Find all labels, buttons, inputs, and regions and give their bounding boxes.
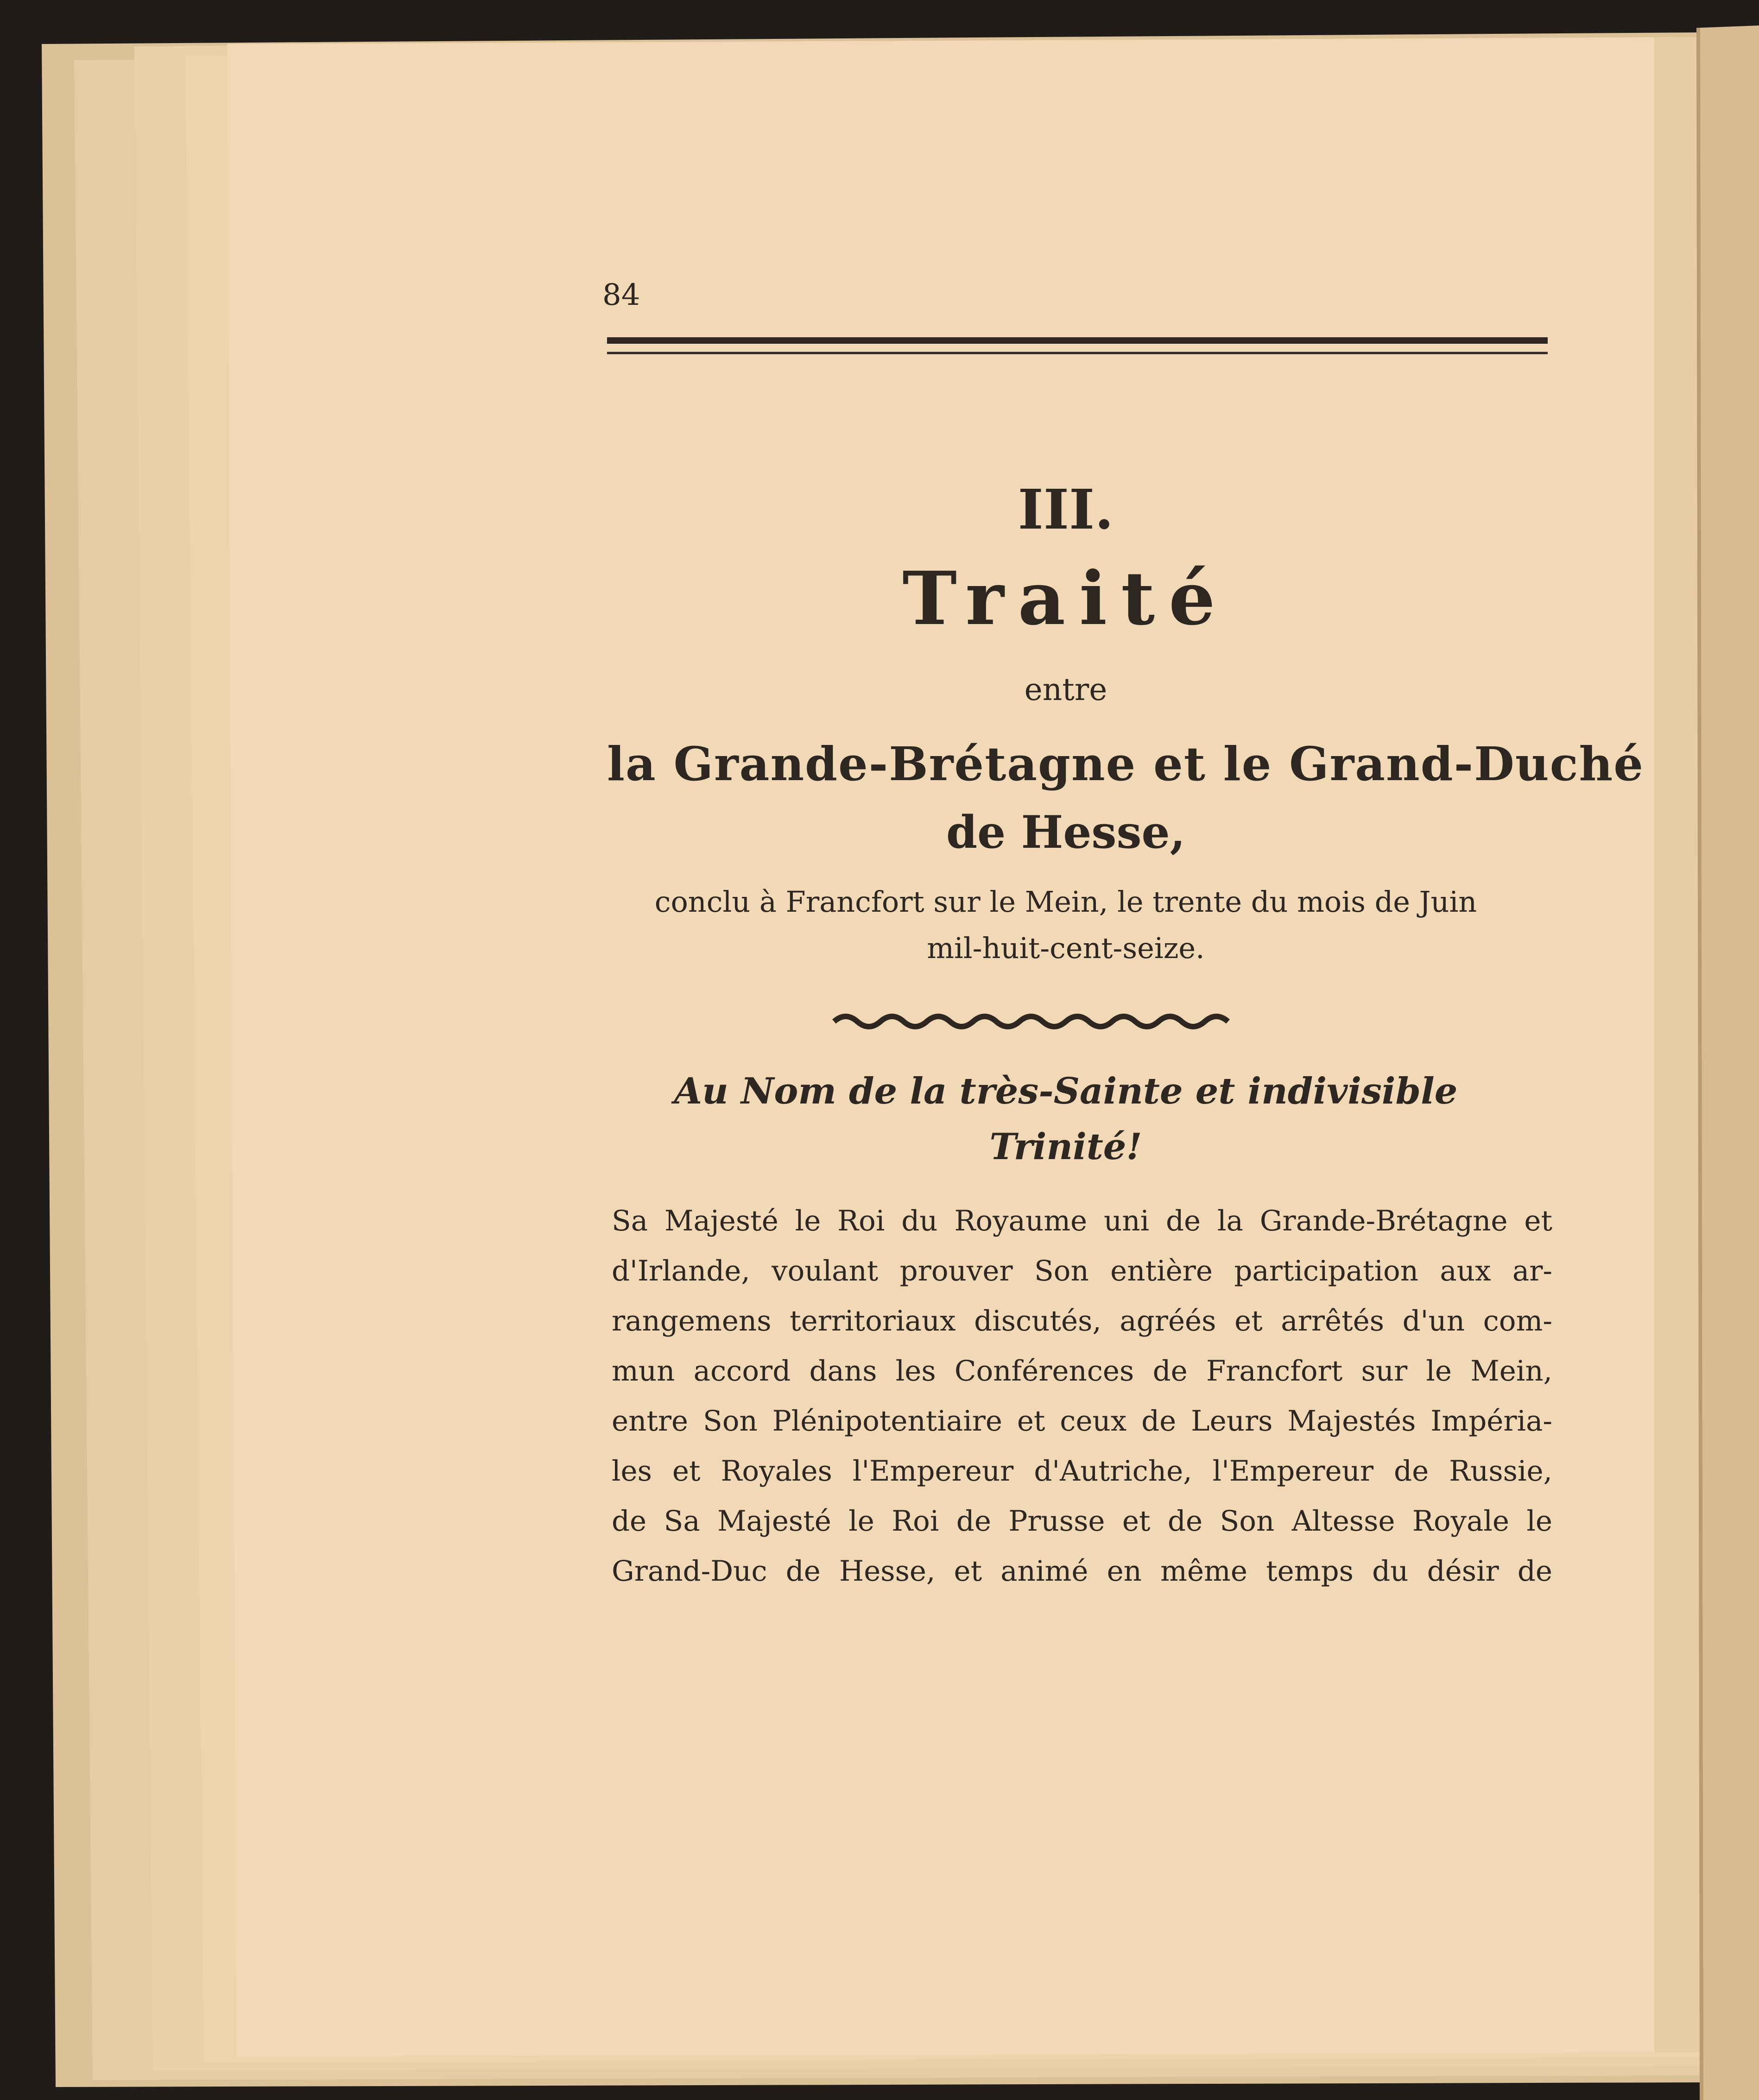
document-title: Traité	[902, 556, 1229, 642]
body-line: les et Royales l'Empereur d'Autriche, l'Empereur de Russie,	[612, 1455, 1552, 1488]
invocation-line-1: Au Nom de la très-Sainte et indivisible	[674, 1070, 1458, 1112]
body-line: Grand-Duc de Hesse, et animé en même temps du désir de	[612, 1555, 1552, 1588]
section-number: III.	[1018, 477, 1114, 542]
parties-line-1: la Grande-Brétagne et le Grand-Duché	[607, 737, 1644, 791]
concluded-line-1: conclu à Francfort sur le Mein, le trente du mois de Juin	[654, 885, 1477, 919]
body-line: d'Irlande, voulant prouver Son entière participation aux ar-	[612, 1255, 1552, 1287]
entre-line: entre	[1024, 672, 1107, 707]
body-line: Sa Majesté le Roi du Royaume uni de la Grande-Brétagne et	[612, 1205, 1552, 1237]
body-line: mun accord dans les Conférences de Francfort sur le Mein,	[612, 1355, 1552, 1387]
body-line: rangemens territoriaux discutés, agréés et arrêtés d'un com-	[612, 1305, 1552, 1337]
page-number: 84	[602, 278, 640, 312]
body-line: de Sa Majesté le Roi de Prusse et de Son Altesse Royale le	[612, 1505, 1552, 1538]
invocation-line-2: Trinité!	[989, 1126, 1142, 1168]
concluded-line-2: mil-huit-cent-seize.	[927, 931, 1205, 965]
body-line: entre Son Plénipotentiaire et ceux de Leurs Majestés Impéria-	[612, 1405, 1552, 1438]
parties-line-2: de Hesse,	[946, 806, 1185, 858]
